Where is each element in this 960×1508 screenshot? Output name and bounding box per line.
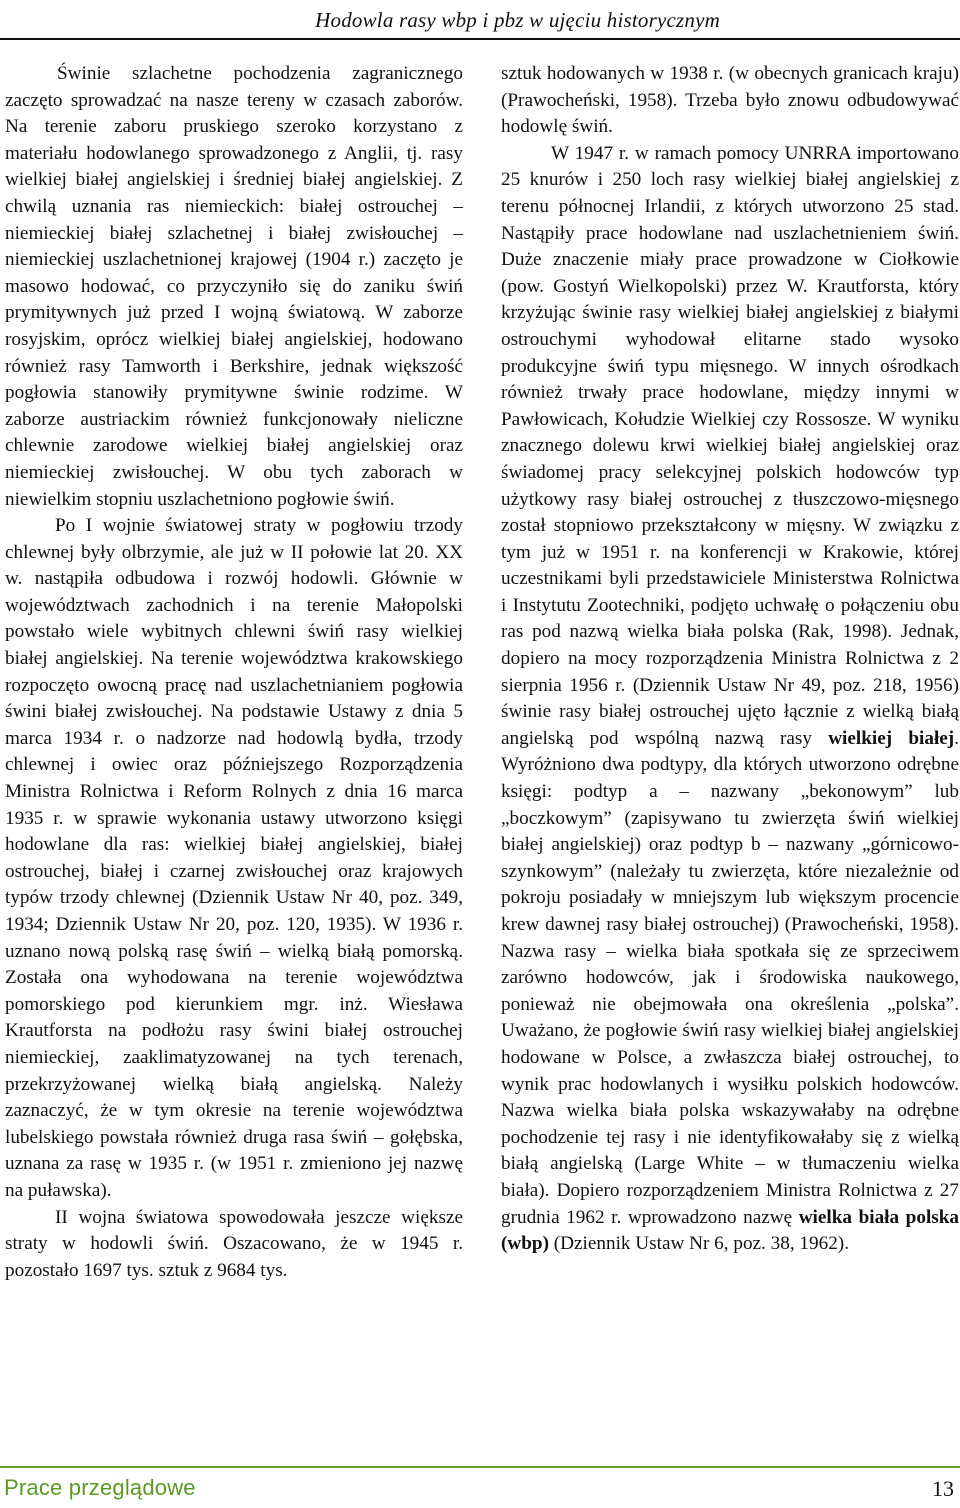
bold-term-wielkiej-bialej: wielkiej białej <box>828 727 955 749</box>
paragraph-5-text-c: (Dziennik Ustaw Nr 6, poz. 38, 1962). <box>548 1233 849 1255</box>
page-number: 13 <box>932 1476 954 1501</box>
paragraph-5-text-b: . Wyróżniono dwa podtypy, dla których utworzono odrębne księgi: podtyp a – nazwany „bekonowym” lub „boczkowym” (zapisywano tu zwierzęta świń wielkiej białej angielskiej) oraz podtyp b – nazwany „górnicowo-szynkowym” (należały tu zwierzęta, które niezależnie od pokroju posiadały w mniejszym lub większym procencie krew dawnej rasy białej ostrouchej) (Prawocheński, 1958). Nazwa rasy – wielka biała spotkała się ze sprzeciwem zarówno hodowców, jak i środowiska naukowego, ponieważ nie obejmowała ona określenia „polska”. Uważano, że pogłowie świń rasy wielkiej białej angielskiej hodowane w Polsce, a zwłaszcza białej ostrouchej, to wynik prac hodowlanych i wysiłku polskich hodowców. Nazwa wielka biała polska wskazywałaby na odrębne pochodzenie tej rasy i nie identyfikowałaby się z wielką białą angielską (Large White – w tłumaczeniu wielka biała). Dopiero rozporządzeniem Ministra Rolnictwa z 27 grudnia 1962 r. wprowadzono nazwę <box>501 727 959 1228</box>
running-header <box>0 0 960 40</box>
paragraph-2: Po I wojnie światowej straty w pogłowiu trzody chlewnej były olbrzymie, ale już w II połowie lat 20. XX w. nastąpiła odbudowa i rozwój hodowli. Głównie w województwach zachodnich i na terenie Małopolski powstało wiele wybitnych chlewni świń rasy wielkiej białej angielskiej. Na terenie województwa krakowskiego rozpoczęto owocną pracę nad uszlachetnianiem pogłowia świni białej zwisłouchej. Na podstawie Ustawy z dnia 5 marca 1934 r. o nadzorze nad hodowlą bydła, trzody chlewnej i owiec oraz późniejszego Rozporządzenia Ministra Rolnictwa i Reform Rolnych z dnia 16 marca 1935 r. w sprawie wykonania ustawy utworzono księgi hodowlane dla ras: wielkiej białej angielskiej, białej ostrouchej, białej i czarnej zwisłouchej oraz krajowych typów trzody chlewnej (Dziennik Ustaw Nr 40, poz. 349, 1934; Dziennik Ustaw Nr 20, poz. 120, 1935). W 1936 r. uznano nową polską rasę świń – wielką białą pomorską. Została ona wyhodowana na terenie województwa pomorskiego pod kierunkiem mgr. inż. Wiesława Krautforsta na podłożu rasy świni białej ostrouchej niemieckiej, zaaklimatyzowanej na tych terenach, przekrzyżowanej wielką białą angielską. Należy zaznaczyć, że w tym okresie na terenie województwa lubelskiego powstała również druga rasa świń – gołębska, uznana za rasę w 1935 r. (w 1951 r. zmieniono jej nazwę na puławska). <box>5 515 463 1201</box>
paragraph-5 <box>501 141 959 1258</box>
running-title: Hodowla rasy wbp i pbz w ujęciu historycznym <box>315 8 720 32</box>
header-rule <box>0 38 960 40</box>
footer-rule <box>0 1466 960 1468</box>
section-label: Prace przeglądowe <box>4 1475 196 1500</box>
paragraph-5-text-a: W 1947 r. w ramach pomocy UNRRA importowano 25 knurów i 250 loch rasy wielkiej białej angielskiej z terenu północnej Irlandii, z których utworzono 25 stad. Nastąpiły prace hodowlane nad uszlachetnieniem świń. Duże znaczenie miały prace prowadzone w Ciołkowie (pow. Gostyń Wielkopolski) przez W. Krautforsta, który krzyżując świnie rasy wielkiej białej angielskiej z białymi ostrouchymi wyhodował elitarne stado wysoko produkcyjne świń typu mięsnego. W innych ośrodkach również trwały prace hodowlane, między innymi w Pawłowicach, Kołudzie Wielkiej czy Rossosze. W wyniku znacznego dolewu krwi wielkiej białej angielskiej oraz świadomej pracy selekcyjnej polskich hodowców typ użytkowy rasy białej ostrouchej z tłuszczowo-mięsnego został stopniowo przekształcony w mięsny. W związku z tym już w 1951 r. na konferencji w Krakowie, której uczestnikami byli przedstawiciele Ministerstwa Rolnictwa i Instytutu Zootechniki, podjęto uchwałę o połączeniu obu ras pod nazwą wielka biała polska (Rak, 1998). Jednak, dopiero na mocy rozporządzenia Ministra Rolnictwa z 2 sierpnia 1956 r. (Dziennik Ustaw Nr 49, poz. 218, 1956) świnie rasy białej ostrouchej ujęto łącznie z wielką białą angielską pod wspólną nazwą rasy <box>501 142 959 749</box>
bold-term-wbp: wielka biała polska (wbp) <box>501 1206 960 1255</box>
right-column <box>501 61 959 1258</box>
left-column <box>5 61 463 1284</box>
paragraph-1: Świnie szlachetne pochodzenia zagranicznego zaczęto sprowadzać na nasze tereny w czasach zaborów. Na terenie zaboru pruskiego szeroko korzystano z materiału hodowlanego sprowadzonego z Anglii, tj. rasy wielkiej białej angielskiej i średniej białej angielskiej. Z chwilą uznania ras niemieckich: białej ostrouchej – niemieckiej białej szlachetnej i białej zwisłouchej – niemieckiej uszlachetnionej krajowej (1904 r.) zaczęto je masowo hodować, co przyczyniło się do zaniku świń prymitywnych już przed I wojną światową. W zaborze rosyjskim, oprócz wielkiej białej angielskiej, hodowano również rasy Tamworth i Berkshire, jednak większość pogłowia stanowiły prymitywne świnie rodzime. W zaborze austriackim również funkcjonowały nieliczne chlewnie zarodowe wielkiej białej angielskiej oraz niemieckiej zwisłouchej. W obu tych zaborach w niewielkim stopniu uszlachetniono pogłowie świń. <box>5 63 463 510</box>
paragraph-4: sztuk hodowanych w 1938 r. (w obecnych granicach kraju) (Prawocheński, 1958). Trzeba było znowu odbudowywać hodowlę świń. <box>501 63 959 138</box>
paragraph-3: II wojna światowa spowodowała jeszcze większe straty w hodowli świń. Oszacowano, że w 1945 r. pozostało 1697 tys. sztuk z 9684 tys. <box>5 1206 463 1281</box>
